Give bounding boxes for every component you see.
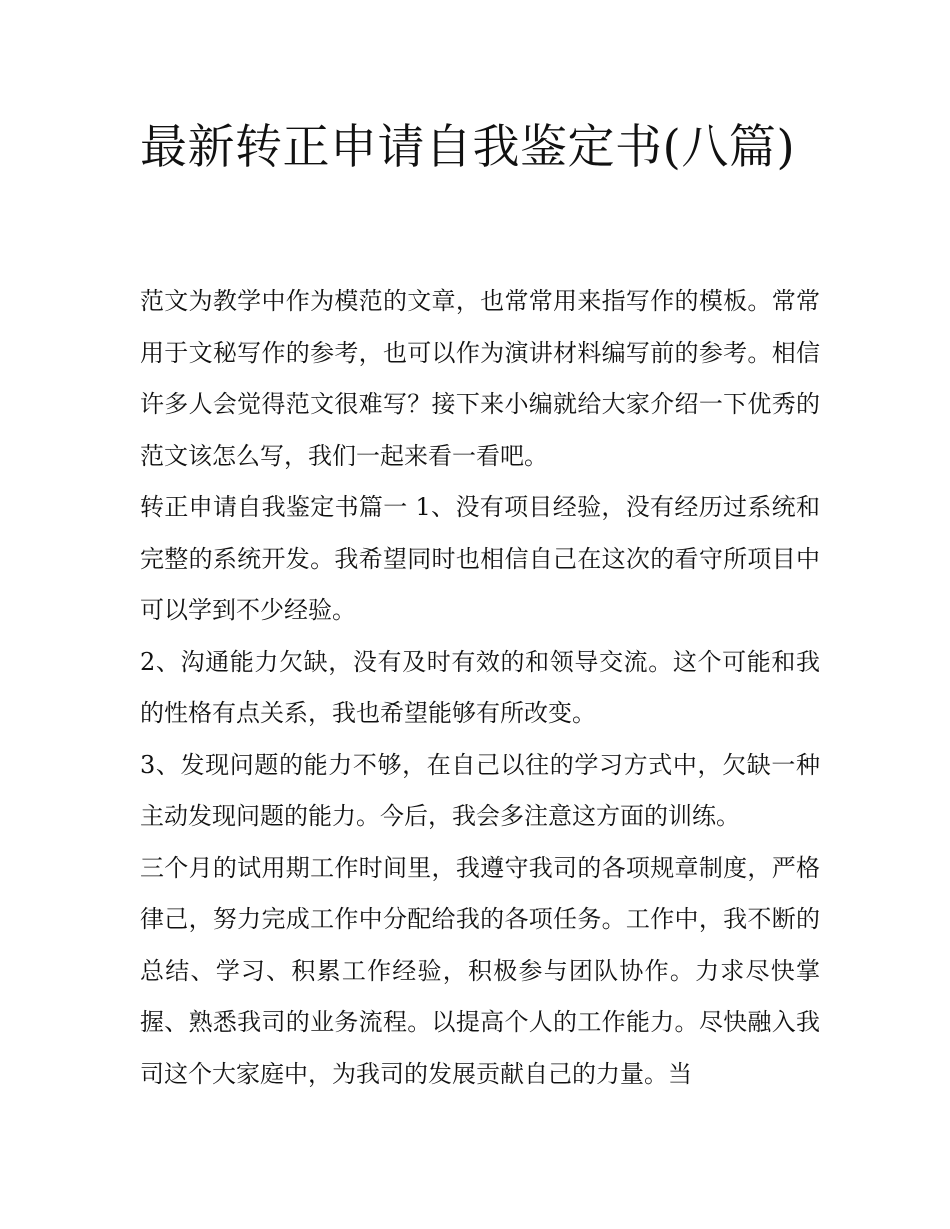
point-three-paragraph: 3、发现问题的能力不够，在自己以往的学习方式中，欠缺一种主动发现问题的能力。今后，我会多注意这方面的训练。 [140,750,820,830]
point-two-paragraph: 2、沟通能力欠缺，没有及时有效的和领导交流。这个可能和我的性格有点关系，我也希望能够有所改变。 [140,647,820,727]
intro-paragraph: 范文为教学中作为模范的文章，也常常用来指写作的模板。常常用于文秘写作的参考，也可以作为演讲材料编写前的参考。相信许多人会觉得范文很难写？接下来小编就给大家介绍一下优秀的范文该怎么写，我们一起来看一看吧。 [140,287,820,470]
document-title: 最新转正申请自我鉴定书(八篇) [140,120,796,175]
probation-summary-paragraph: 三个月的试用期工作时间里，我遵守我司的各项规章制度，严格律己，努力完成工作中分配给我的各项任务。工作中，我不断的总结、学习、积累工作经验，积极参与团队协作。力求尽快掌握、熟悉我司的业务流程。以提高个人的工作能力。尽快融入我司这个大家庭中，为我司的发展贡献自己的力量。当 [140,853,820,1088]
document-body [140,276,820,1100]
section-one-paragraph: 转正申请自我鉴定书篇一 1、没有项目经验，没有经历过系统和完整的系统开发。我希望同时也相信自己在这次的看守所项目中可以学到不少经验。 [140,493,820,624]
